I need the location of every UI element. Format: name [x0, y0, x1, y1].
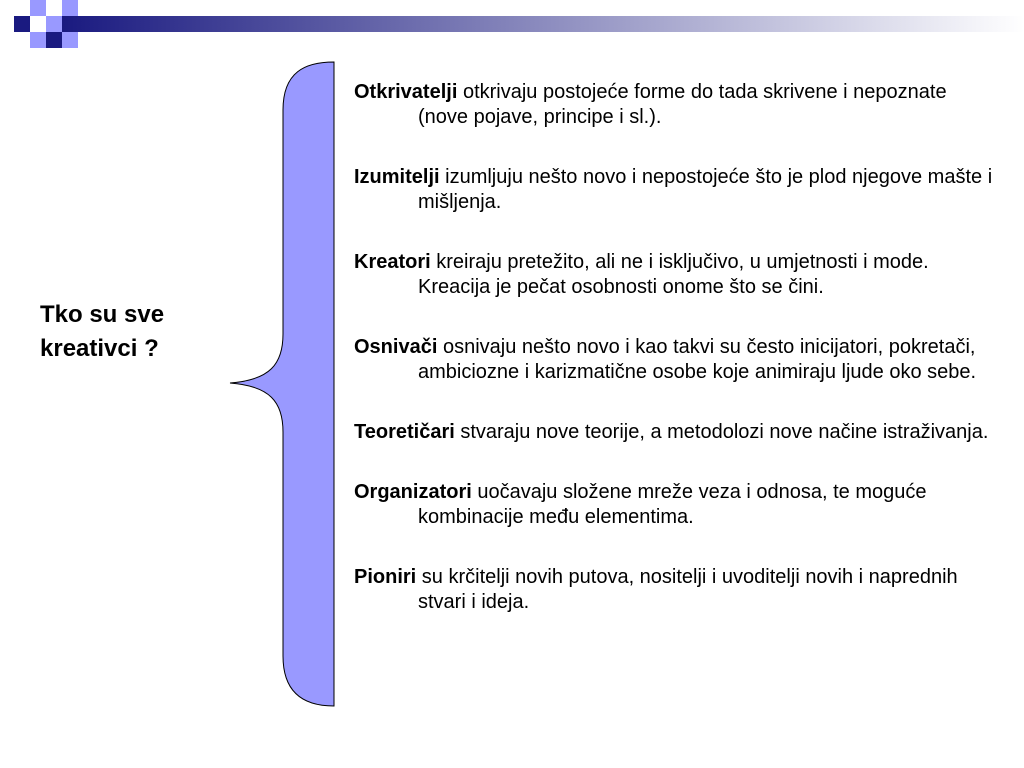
list-item	[354, 565, 994, 615]
term: Pioniri	[354, 566, 417, 588]
description: su krčitelji novih putova, nositelji i uvoditelji novih i naprednih stvari i ideja.	[418, 566, 958, 613]
list-item	[354, 80, 994, 130]
side-title: Tko su sve kreativci ?	[40, 301, 165, 362]
description: stvaraju nove teorije, a metodolozi nove načine istraživanja.	[460, 421, 989, 443]
description: otkrivaju postojeće forme do tada skrivene i nepoznate (nove pojave, principe i sl.).	[418, 81, 947, 128]
description: izumljuju nešto novo i nepostojeće što je plod njegove mašte i mišljenja.	[418, 166, 993, 213]
curly-brace-shape	[230, 62, 334, 706]
description: uočavaju složene mreže veza i odnosa, te moguće kombinacije među elementima.	[418, 481, 927, 528]
term: Otkrivatelji	[354, 81, 458, 103]
list-item	[354, 480, 994, 530]
list-item	[354, 335, 994, 385]
list-item	[354, 165, 994, 215]
list-item	[354, 250, 994, 300]
term: Teoretičari	[354, 421, 455, 443]
list-item	[354, 420, 994, 445]
creative-types-list	[354, 80, 994, 650]
term: Organizatori	[354, 481, 472, 503]
term: Osnivači	[354, 336, 438, 358]
term: Kreatori	[354, 251, 431, 273]
description: kreiraju pretežito, ali ne i isključivo, u umjetnosti i mode. Kreacija je pečat osobnosti onome što se čini.	[418, 251, 929, 298]
description: osnivaju nešto novo i kao takvi su često inicijatori, pokretači, ambiciozne i karizmatične osobe koje animiraju ljude oko sebe.	[418, 336, 977, 383]
term: Izumitelji	[354, 166, 440, 188]
